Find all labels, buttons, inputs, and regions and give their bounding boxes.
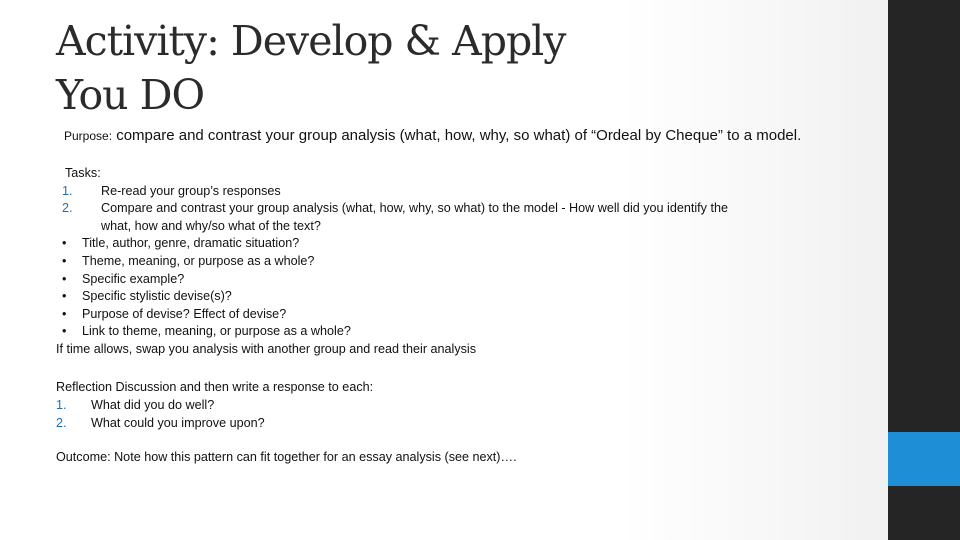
bullet-text: Title, author, genre, dramatic situation? xyxy=(82,236,300,251)
task-text: Re-read your group’s responses xyxy=(101,183,281,198)
bullet-item xyxy=(56,288,856,306)
bullet-icon: • xyxy=(62,271,67,286)
bullet-text: Purpose of devise? Effect of devise? xyxy=(82,306,287,321)
task-text: Compare and contrast your group analysis (what, how, why, so what) to the model - How well did you identify the xyxy=(101,201,728,216)
bullet-icon: • xyxy=(62,253,67,268)
task-number: 1. xyxy=(62,183,73,198)
task-number: 2. xyxy=(62,201,73,216)
reflection-item-2 xyxy=(56,414,856,432)
bullet-item xyxy=(56,306,856,324)
tasks-section xyxy=(56,165,856,359)
bullet-text: Theme, meaning, or purpose as a whole? xyxy=(82,253,315,268)
bullet-icon: • xyxy=(62,306,67,321)
bullet-item xyxy=(56,271,856,289)
reflection-item-1 xyxy=(56,396,856,414)
purpose-statement xyxy=(64,127,884,144)
task-item-1 xyxy=(56,183,856,201)
title-line-1: Activity: Develop & Apply xyxy=(56,17,566,65)
reflection-number: 2. xyxy=(56,416,67,430)
tasks-extra-note: If time allows, swap you analysis with another group and read their analysis xyxy=(56,341,477,356)
bullet-icon: • xyxy=(62,324,67,339)
purpose-text: compare and contrast your group analysis (what, how, why, so what) of “Ordeal by Cheque” to a model. xyxy=(112,127,802,144)
reflection-section xyxy=(56,378,856,432)
bullet-item xyxy=(56,323,856,341)
accent-block xyxy=(888,432,960,486)
purpose-label: Purpose: xyxy=(64,129,113,143)
outcome-statement: Outcome: Note how this pattern can fit together for an essay analysis (see next)…. xyxy=(56,450,517,464)
title-line-2: You DO xyxy=(56,71,205,119)
slide-title xyxy=(56,14,856,122)
reflection-text: What could you improve upon? xyxy=(91,416,265,430)
bullet-text: Specific example? xyxy=(82,271,185,286)
task-item-2-continuation: what, how and why/so what of the text? xyxy=(101,218,321,233)
reflection-heading: Reflection Discussion and then write a response to each: xyxy=(56,380,374,394)
bullet-icon: • xyxy=(62,236,67,251)
bullet-text: Specific stylistic devise(s)? xyxy=(82,289,232,304)
task-item-2 xyxy=(56,200,856,218)
bullet-text: Link to theme, meaning, or purpose as a whole? xyxy=(82,324,351,339)
reflection-text: What did you do well? xyxy=(91,398,215,412)
bullet-item xyxy=(56,235,856,253)
reflection-number: 1. xyxy=(56,398,67,412)
bullet-icon: • xyxy=(62,289,67,304)
tasks-heading: Tasks: xyxy=(65,166,101,180)
bullet-item xyxy=(56,253,856,271)
